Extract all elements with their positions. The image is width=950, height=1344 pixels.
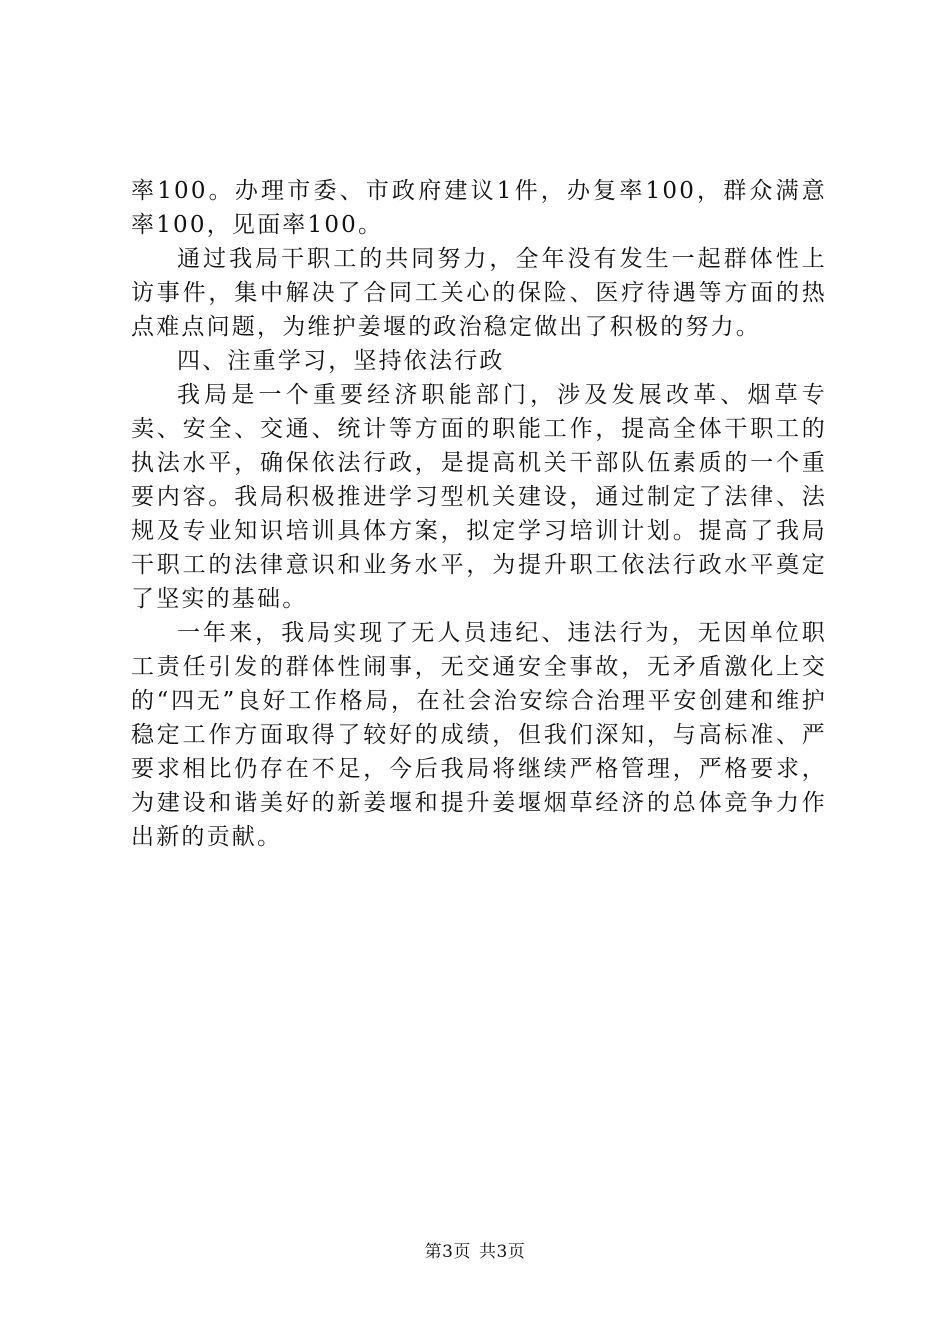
paragraph-continuation: 率100。办理市委、市政府建议1件，办复率100，群众满意率100，见面率100。 [131,178,827,238]
paragraph-year-summary: 一年来，我局实现了无人员违纪、违法行为，无因单位职工责任引发的群体性闹事，无交通安全事故，无矛盾激化上交的“四无”良好工作格局，在社会治安综合治理平安创建和维护稳定工作方面取得了较好的成绩，但我们深知，与高标准、严要求相比仍存在不足，今后我局将继续严格管理，严格要求，为建设和谐美好的新姜堰和提升姜堰烟草经济的总体竞争力作出新的贡献。 [131,620,827,850]
page-total: 共3页 [479,1242,526,1262]
page-number: 第3页 [424,1242,471,1262]
document-body [131,174,827,854]
paragraph-law-enforcement: 我局是一个重要经济职能部门，涉及发展改革、烟草专卖、安全、交通、统计等方面的职能工作，提高全体干职工的执法水平，确保依法行政，是提高机关干部队伍素质的一个重要内容。我局积极推进学习型机关建设，通过制定了法律、法规及专业知识培训具体方案，拟定学习培训计划。提高了我局干职工的法律意识和业务水平，为提升职工依法行政水平奠定了坚实的基础。 [131,382,827,612]
paragraph-joint-effort: 通过我局干职工的共同努力，全年没有发生一起群体性上访事件，集中解决了合同工关心的保险、医疗待遇等方面的热点难点问题，为维护姜堰的政治稳定做出了积极的努力。 [131,246,827,340]
page-footer [0,1240,950,1264]
section-heading-study-law: 四、注重学习，坚持依法行政 [177,348,505,374]
